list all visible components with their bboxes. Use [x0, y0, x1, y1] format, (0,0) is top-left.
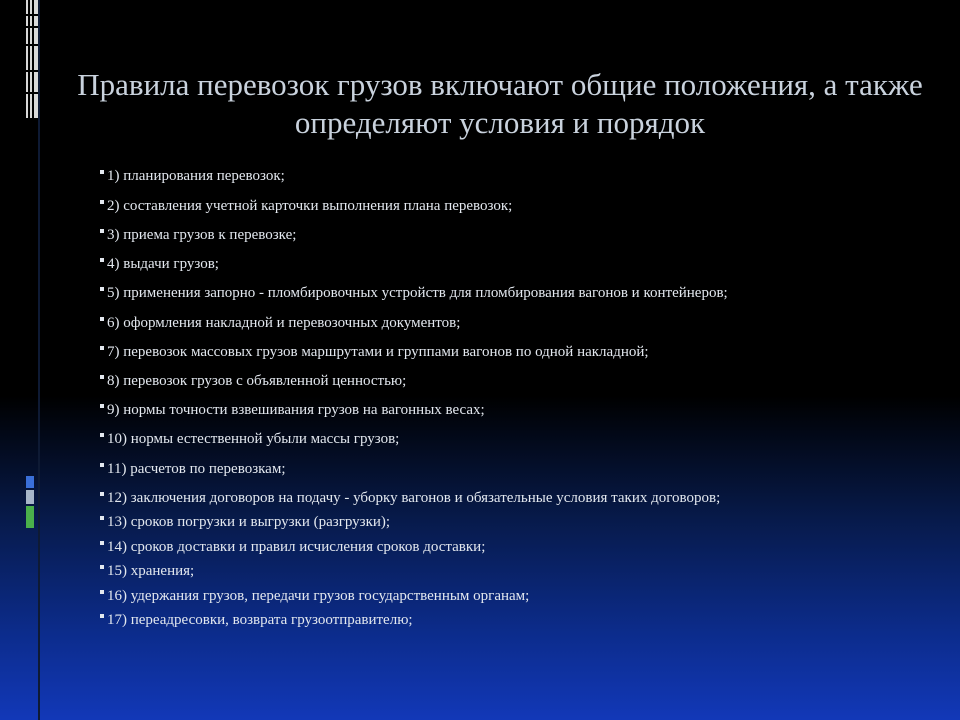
list-item-text: 13) сроков погрузки и выгрузки (разгрузки); — [107, 514, 391, 530]
list-item-text: 5) применения запорно - пломбировочных устройств для пломбирования вагонов и контейнеров; — [107, 285, 728, 301]
list-item-text: 6) оформления накладной и перевозочных документов; — [107, 315, 461, 331]
list-item-text: 17) переадресовки, возврата грузоотправителю; — [107, 612, 413, 628]
list-item-text: 1) планирования перевозок; — [107, 168, 285, 184]
bullet-icon — [100, 287, 104, 291]
bullet-icon — [100, 258, 104, 262]
list-item-text: 3) приема грузов к перевозке; — [107, 227, 297, 243]
bullet-icon — [100, 404, 104, 408]
bullet-icon — [100, 346, 104, 350]
list-item-text: 4) выдачи грузов; — [107, 256, 219, 272]
list-item-text: 16) удержания грузов, передачи грузов государственным органам; — [107, 588, 530, 604]
list-item-text: 14) сроков доставки и правил исчисления сроков доставки; — [107, 539, 486, 555]
bullet-icon — [100, 375, 104, 379]
list-item-text: 7) перевозок массовых грузов маршрутами и группами вагонов по одной накладной; — [107, 344, 649, 360]
list-item — [100, 285, 728, 302]
list-item — [100, 344, 649, 361]
bullet-icon — [100, 170, 104, 174]
list-item — [100, 227, 296, 244]
list-item — [100, 539, 485, 556]
list-item — [100, 490, 720, 507]
list-item-text: 15) хранения; — [107, 563, 195, 579]
bullet-icon — [100, 229, 104, 233]
list-item — [100, 612, 413, 629]
list-item-text: 8) перевозок грузов с объявленной ценностью; — [107, 373, 407, 389]
bullet-icon — [100, 463, 104, 467]
bullet-icon — [100, 433, 104, 437]
slide-title: Правила перевозок грузов включают общие положения, а также определяют условия и порядок — [77, 67, 923, 140]
list-item-text: 12) заключения договоров на подачу - уборку вагонов и обязательные условия таких договоров; — [107, 490, 721, 506]
list-item — [100, 256, 219, 273]
list-item — [100, 198, 512, 215]
list-item-text: 11) расчетов по перевозкам; — [107, 461, 286, 477]
bullet-icon — [100, 565, 104, 569]
list-item — [100, 588, 529, 605]
bullet-icon — [100, 541, 104, 545]
list-item — [100, 563, 194, 580]
list-item-text: 10) нормы естественной убыли массы грузов; — [107, 431, 400, 447]
list-item — [100, 373, 406, 390]
bullet-icon — [100, 590, 104, 594]
list-item — [100, 514, 390, 531]
bullet-icon — [100, 516, 104, 520]
list-item — [100, 431, 399, 448]
bullet-icon — [100, 492, 104, 496]
decorative-bars-mid — [26, 476, 38, 528]
list-item-text: 9) нормы точности взвешивания грузов на вагонных весах; — [107, 402, 485, 418]
bullet-icon — [100, 614, 104, 618]
list-item-text: 2) составления учетной карточки выполнения плана перевозок; — [107, 198, 513, 214]
bullet-icon — [100, 200, 104, 204]
bullet-icon — [100, 317, 104, 321]
list-item — [100, 315, 460, 332]
list-item — [100, 461, 286, 478]
list-item — [100, 168, 285, 185]
decorative-bars-top — [26, 0, 38, 118]
left-edge-line — [38, 0, 40, 720]
list-item — [100, 402, 485, 419]
